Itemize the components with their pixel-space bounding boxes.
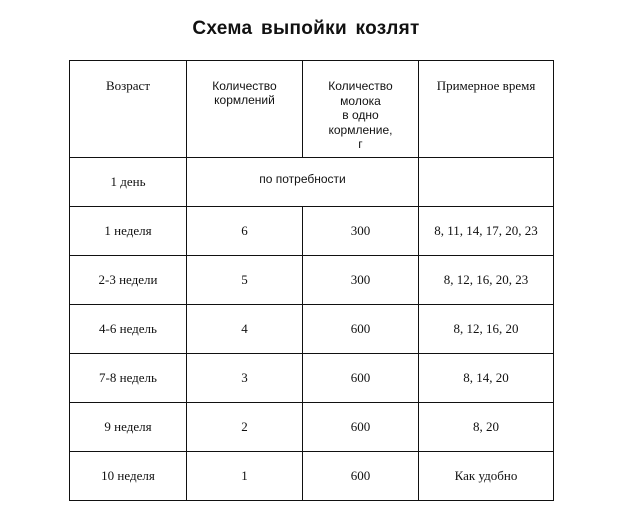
cell-feed-count: 2	[187, 403, 303, 452]
cell-time	[419, 158, 554, 207]
table-header-row	[70, 61, 554, 158]
table-row	[70, 256, 554, 305]
cell-feed-count: 3	[187, 354, 303, 403]
header-milk-line: кормление,	[328, 122, 393, 137]
header-milk-amount-label	[303, 61, 418, 152]
header-milk-line: молока	[340, 93, 381, 108]
cell-feed-count: 6	[187, 207, 303, 256]
cell-time: 8, 12, 16, 20	[419, 305, 554, 354]
table-body	[70, 207, 554, 501]
cell-milk-amount: 600	[303, 354, 419, 403]
cell-milk-amount: 600	[303, 403, 419, 452]
cell-milk-amount: 600	[303, 452, 419, 501]
header-cell-time	[419, 61, 554, 158]
cell-age: 7-8 недель	[70, 354, 187, 403]
cell-milk-amount: 300	[303, 256, 419, 305]
page-title: Схема выпойки козлят	[192, 18, 420, 39]
cell-feed-count: 5	[187, 256, 303, 305]
table-row	[70, 354, 554, 403]
header-age-label: Возраст	[105, 78, 151, 93]
header-milk-line: г	[358, 137, 363, 151]
cell-time: Как удобно	[419, 452, 554, 501]
header-feed-count-label: Количество кормлений	[212, 79, 277, 107]
cell-age: 4-6 недель	[70, 305, 187, 354]
cell-milk-amount: 600	[303, 305, 419, 354]
cell-age: 9 неделя	[70, 403, 187, 452]
cell-time: 8, 11, 14, 17, 20, 23	[419, 207, 554, 256]
feeding-schedule-table	[69, 60, 554, 501]
cell-time: 8, 14, 20	[419, 354, 554, 403]
cell-milk-amount: 300	[303, 207, 419, 256]
header-milk-line: в одно	[342, 108, 379, 122]
cell-feed-count: 4	[187, 305, 303, 354]
table-row	[70, 305, 554, 354]
cell-age: 10 неделя	[70, 452, 187, 501]
table-row	[70, 207, 554, 256]
header-cell-age	[70, 61, 187, 158]
table-row	[70, 158, 554, 207]
header-milk-line: Количество	[328, 79, 393, 93]
cell-feed-count: 1	[187, 452, 303, 501]
header-cell-milk-amount	[303, 61, 419, 158]
cell-time: 8, 12, 16, 20, 23	[419, 256, 554, 305]
cell-time: 8, 20	[419, 403, 554, 452]
cell-merged-feeding	[187, 158, 419, 207]
cell-age: 2-3 недели	[70, 256, 187, 305]
table-row	[70, 452, 554, 501]
cell-age: 1 неделя	[70, 207, 187, 256]
header-time-label: Примерное время	[436, 78, 536, 93]
header-cell-feed-count	[187, 61, 303, 158]
as-needed-text: по потребности	[259, 172, 346, 186]
cell-age: 1 день	[70, 158, 187, 207]
table-row	[70, 403, 554, 452]
